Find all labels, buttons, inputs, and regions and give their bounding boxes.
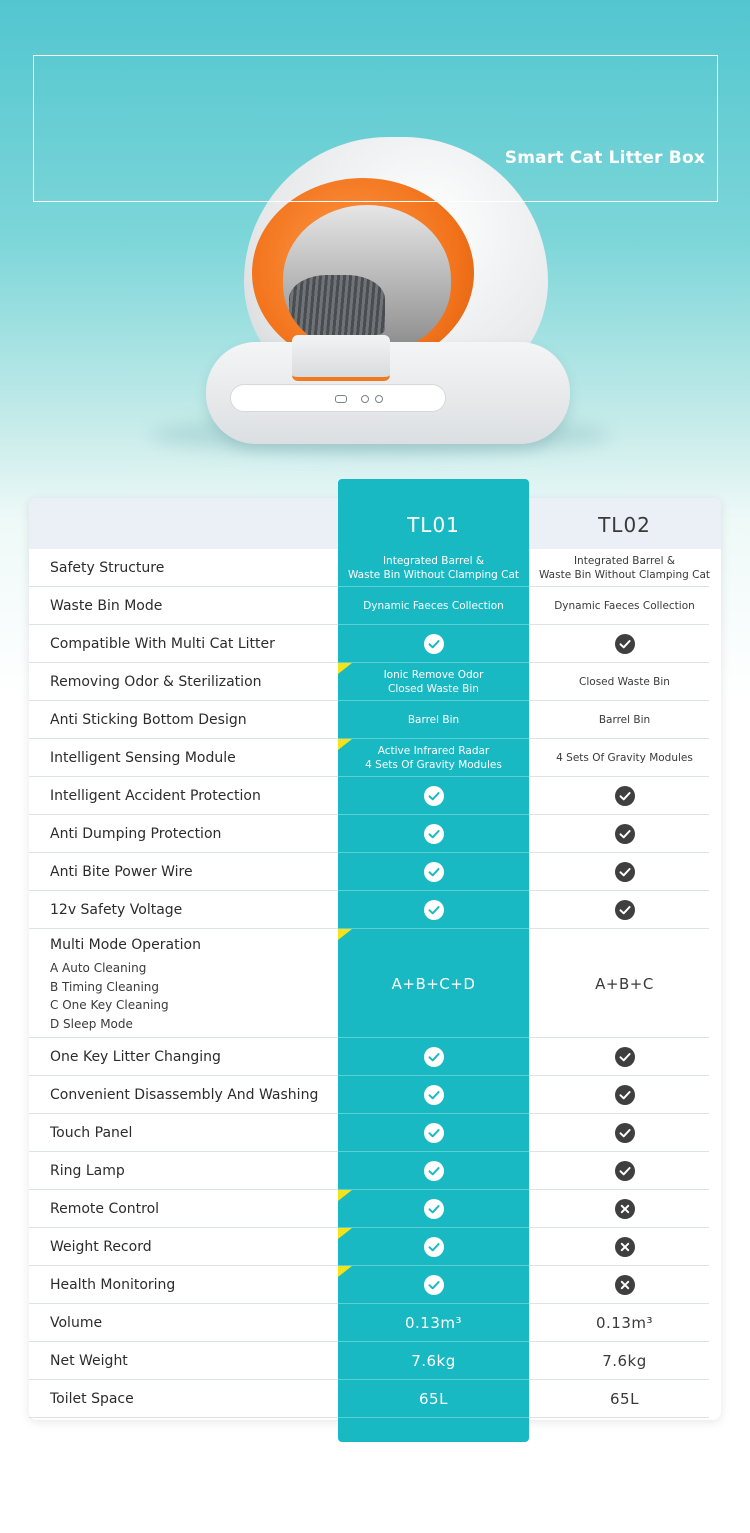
tl01-cell xyxy=(338,929,529,1038)
highlight-marker xyxy=(338,739,352,750)
cell-value: Barrel Bin xyxy=(407,714,460,726)
tl02-cell xyxy=(529,625,720,663)
check-icon xyxy=(424,1275,444,1295)
tl02-cell xyxy=(529,1266,720,1304)
check-icon xyxy=(424,1123,444,1143)
row-label: Multi Mode Operation xyxy=(50,937,201,953)
cross-icon xyxy=(615,1199,635,1219)
check-icon xyxy=(615,1161,635,1181)
mode-item: B Timing Cleaning xyxy=(50,979,160,994)
tl02-cell xyxy=(529,815,720,853)
table-row xyxy=(29,1380,721,1418)
tl01-cell xyxy=(338,1152,529,1190)
highlight-marker xyxy=(338,663,352,674)
cell-value: A+B+C xyxy=(595,974,654,993)
check-icon xyxy=(615,1085,635,1105)
check-icon xyxy=(424,1237,444,1257)
row-label: 12v Safety Voltage xyxy=(50,902,183,918)
tl01-cell xyxy=(338,1304,529,1342)
product-opening xyxy=(283,205,451,353)
row-label: Compatible With Multi Cat Litter xyxy=(50,636,275,652)
tl02-cell xyxy=(529,891,720,929)
tl02-cell xyxy=(529,701,720,739)
table-row xyxy=(29,1190,721,1228)
mode-icon xyxy=(361,395,369,403)
highlight-marker xyxy=(338,1228,352,1239)
tl01-cell xyxy=(338,663,529,701)
table-row xyxy=(29,625,721,663)
tl02-cell xyxy=(529,853,720,891)
mode-item: D Sleep Mode xyxy=(50,1016,133,1031)
tl02-cell xyxy=(529,1342,720,1380)
table-row xyxy=(29,929,721,1038)
table-row xyxy=(29,663,721,701)
product-drum xyxy=(289,275,385,335)
row-label: Anti Sticking Bottom Design xyxy=(50,712,247,728)
table-row xyxy=(29,853,721,891)
tl02-cell xyxy=(529,587,720,625)
tl01-cell xyxy=(338,1380,529,1418)
cell-value: 65L xyxy=(419,1390,448,1408)
tl02-cell xyxy=(529,1304,720,1342)
cell-value: Integrated Barrel & Waste Bin Without Clamping Cat xyxy=(538,555,711,581)
check-icon xyxy=(424,862,444,882)
row-label: Net Weight xyxy=(50,1353,128,1369)
check-icon xyxy=(615,1047,635,1067)
tl02-cell xyxy=(529,929,720,1038)
table-row xyxy=(29,1228,721,1266)
cell-value: 65L xyxy=(610,1390,639,1408)
cell-value: Ionic Remove Odor Closed Waste Bin xyxy=(383,669,484,695)
mode-item: C One Key Cleaning xyxy=(50,998,169,1012)
table-row xyxy=(29,1304,721,1342)
table-row xyxy=(29,1342,721,1380)
cell-value: Dynamic Faeces Collection xyxy=(554,600,695,612)
table-row xyxy=(29,587,721,625)
table-row xyxy=(29,891,721,929)
tl02-cell xyxy=(529,1380,720,1418)
table-row xyxy=(29,1076,721,1114)
tl01-cell xyxy=(338,701,529,739)
tl01-cell xyxy=(338,739,529,777)
table-row xyxy=(29,1038,721,1076)
tl02-cell xyxy=(529,1114,720,1152)
row-label: Anti Dumping Protection xyxy=(50,826,222,842)
tl02-cell xyxy=(529,549,720,587)
power-icon xyxy=(335,395,347,403)
tl01-cell xyxy=(338,587,529,625)
check-icon xyxy=(615,900,635,920)
check-icon xyxy=(615,634,635,654)
tl02-cell xyxy=(529,739,720,777)
row-label: Safety Structure xyxy=(50,560,165,576)
row-label: Intelligent Sensing Module xyxy=(50,750,236,766)
cell-value: Closed Waste Bin xyxy=(579,676,670,688)
cell-value: A+B+C+D xyxy=(391,974,476,993)
row-label: Health Monitoring xyxy=(50,1277,176,1293)
highlight-marker xyxy=(338,1190,352,1201)
row-label: Toilet Space xyxy=(50,1391,134,1407)
cell-value: 7.6kg xyxy=(411,1352,456,1370)
tl01-cell xyxy=(338,1114,529,1152)
tl02-cell xyxy=(529,1038,720,1076)
row-label: Anti Bite Power Wire xyxy=(50,864,193,880)
highlight-marker xyxy=(338,1266,352,1277)
row-label: Touch Panel xyxy=(50,1125,133,1141)
table-row xyxy=(29,1114,721,1152)
check-icon xyxy=(424,1047,444,1067)
cell-value: 7.6kg xyxy=(602,1352,647,1370)
row-label: Ring Lamp xyxy=(50,1163,125,1179)
tl02-cell xyxy=(529,1228,720,1266)
check-icon xyxy=(424,824,444,844)
row-label: Removing Odor & Sterilization xyxy=(50,674,262,690)
row-label: Remote Control xyxy=(50,1201,160,1217)
tl02-cell xyxy=(529,777,720,815)
tl01-cell xyxy=(338,1342,529,1380)
column-title-tl01: TL01 xyxy=(407,513,460,537)
cell-value: Active Infrared Radar 4 Sets Of Gravity Modules xyxy=(365,745,502,771)
mode-icon xyxy=(375,395,383,403)
table-row xyxy=(29,739,721,777)
cross-icon xyxy=(615,1275,635,1295)
tl02-cell xyxy=(529,1152,720,1190)
check-icon xyxy=(424,1199,444,1219)
cell-value: 0.13m³ xyxy=(595,1314,654,1332)
hero-title: Smart Cat Litter Box xyxy=(504,148,705,168)
row-label: Weight Record xyxy=(50,1239,152,1255)
table-row xyxy=(29,1152,721,1190)
tl01-cell xyxy=(338,1038,529,1076)
tl02-cell xyxy=(529,663,720,701)
table-row xyxy=(29,1266,721,1304)
hero-frame xyxy=(33,55,718,202)
tl01-cell xyxy=(338,891,529,929)
check-icon xyxy=(424,786,444,806)
row-label: Volume xyxy=(50,1315,103,1331)
tl01-cell xyxy=(338,549,529,587)
mode-item: A Auto Cleaning xyxy=(50,961,147,975)
tl02-cell xyxy=(529,1076,720,1114)
tl01-cell xyxy=(338,1190,529,1228)
check-icon xyxy=(615,824,635,844)
table-row xyxy=(29,701,721,739)
tl01-cell xyxy=(338,853,529,891)
row-label: Intelligent Accident Protection xyxy=(50,788,261,804)
check-icon xyxy=(424,1161,444,1181)
tl01-cell xyxy=(338,1266,529,1304)
check-icon xyxy=(615,786,635,806)
product-entry-step xyxy=(292,335,390,381)
check-icon xyxy=(615,862,635,882)
tl01-cell xyxy=(338,625,529,663)
table-row xyxy=(29,815,721,853)
check-icon xyxy=(424,900,444,920)
cross-icon xyxy=(615,1237,635,1257)
tl01-cell xyxy=(338,1228,529,1266)
tl01-cell xyxy=(338,815,529,853)
row-divider xyxy=(338,1417,529,1418)
table-row xyxy=(29,777,721,815)
check-icon xyxy=(424,634,444,654)
tl01-cell xyxy=(338,1076,529,1114)
table-row xyxy=(29,549,721,587)
row-label: One Key Litter Changing xyxy=(50,1049,221,1065)
row-label: Convenient Disassembly And Washing xyxy=(50,1087,319,1103)
check-icon xyxy=(615,1123,635,1143)
tl01-cell xyxy=(338,777,529,815)
cell-value: Integrated Barrel & Waste Bin Without Clamping Cat xyxy=(347,555,520,581)
product-control-panel xyxy=(230,384,446,412)
cell-value: Dynamic Faeces Collection xyxy=(363,600,504,612)
cell-value: 4 Sets Of Gravity Modules xyxy=(556,752,693,764)
highlight-marker xyxy=(338,929,352,940)
cell-value: 0.13m³ xyxy=(404,1314,463,1332)
row-label: Waste Bin Mode xyxy=(50,598,163,614)
cell-value: Barrel Bin xyxy=(598,714,651,726)
column-title-tl02: TL02 xyxy=(598,513,651,537)
tl02-cell xyxy=(529,1190,720,1228)
check-icon xyxy=(424,1085,444,1105)
mode-list xyxy=(50,959,169,1033)
